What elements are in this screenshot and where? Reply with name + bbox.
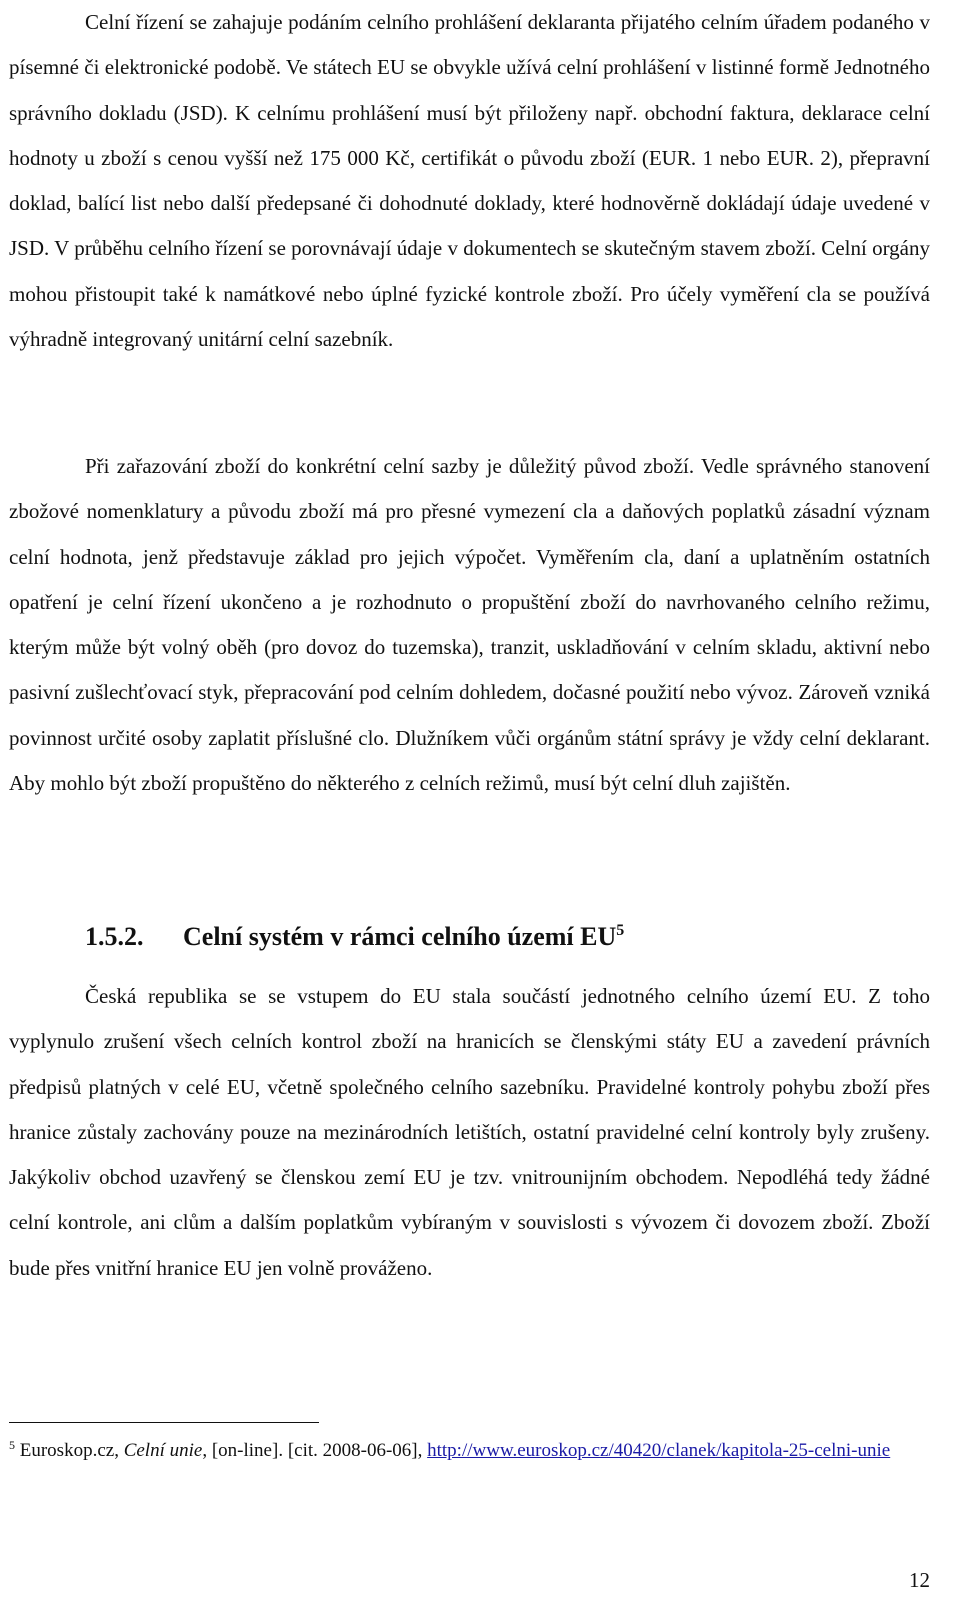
paragraph-text: Celní řízení se zahajuje podáním celního prohlášení deklaranta přijatého celním úřadem podaného v písemné či elektronické podobě. Ve státech EU se obvykle užívá celní prohlášení v listinné formě Jednotného správního dokladu (JSD). K celnímu prohlášení musí být přiloženy např. obchodní faktura, deklarace celní hodnoty u zboží s cenou vyšší než 175 000 Kč, certifikát o původu zboží (EUR. 1 nebo EUR. 2), přepravní doklad, balící list nebo další předepsané či dohodnuté doklady, které hodnověrně dokládají údaje uvedené v JSD. V průběhu celního řízení se porovnávají údaje v dokumentech se skutečným stavem zboží. Celní orgány mohou přistoupit také k namátkové nebo úplné fyzické kontrole zboží. Pro účely vyměření cla se používá výhradně integrovaný unitární celní sazebník. [9,10,930,352]
footnote-citation: , [on-line]. [cit. 2008-06-06], [202,1440,428,1461]
section-heading [85,915,624,959]
section-number: 1.5.2. [85,922,144,951]
paragraph-goods-classification [9,444,930,806]
footnote-prefix: Euroskop.cz, [19,1440,124,1461]
footnote-link[interactable]: http://www.euroskop.cz/40420/clanek/kapitola-25-celni-unie [427,1440,891,1461]
paragraph-eu-customs-territory [9,974,930,1291]
footnote-reference[interactable]: 5 [616,922,625,939]
footnote-divider [9,1422,319,1423]
section-title: Celní systém v rámci celního území EU [183,922,617,951]
paragraph-text: Česká republika se se vstupem do EU stala součástí jednotného celního území EU. Z toho vyplynulo zrušení všech celních kontrol zboží na hranicích se členskými státy EU a zavedení právních předpisů platných v celé EU, včetně společného celního sazebníku. Pravidelné kontroly pohybu zboží přes hranice zůstaly zachovány pouze na mezinárodních letištích, ostatní pravidelné celní kontroly byly zrušeny. Jakýkoliv obchod uzavřený se členskou zemí EU je tzv. vnitrounijním obchodem. Nepodléhá tedy žádné celní kontrole, ani clům a dalším poplatkům vybíraným v souvislosti s vývozem či dovozem zboží. Zboží bude přes vnitřní hranice EU jen volně prováženo. [9,984,930,1280]
footnote [9,1432,930,1470]
page-number: 12 [909,1568,930,1592]
paragraph-customs-procedure [9,0,930,362]
footnote-source-title: Celní unie [123,1440,203,1461]
footnote-marker: 5 [9,1438,15,1452]
paragraph-text: Při zařazování zboží do konkrétní celní sazby je důležitý původ zboží. Vedle správného stanovení zbožové nomenklatury a původu zboží má pro přesné vymezení cla a daňových poplatků zásadní význam celní hodnota, jenž představuje základ pro jejich výpočet. Vyměřením cla, daní a uplatněním ostatních opatření je celní řízení ukončeno a je rozhodnuto o propuštění zboží do navrhovaného celního režimu, kterým může být volný oběh (pro dovoz do tuzemska), tranzit, uskladňování v celním skladu, aktivní nebo pasivní zušlechťovací styk, přepracování pod celním dohledem, dočasné použití nebo vývoz. Zároveň vzniká povinnost určité osoby zaplatit příslušné clo. Dlužníkem vůči orgánům státní správy je vždy celní deklarant. Aby mohlo být zboží propuštěno do některého z celních režimů, musí být celní dluh zajištěn. [9,454,930,796]
